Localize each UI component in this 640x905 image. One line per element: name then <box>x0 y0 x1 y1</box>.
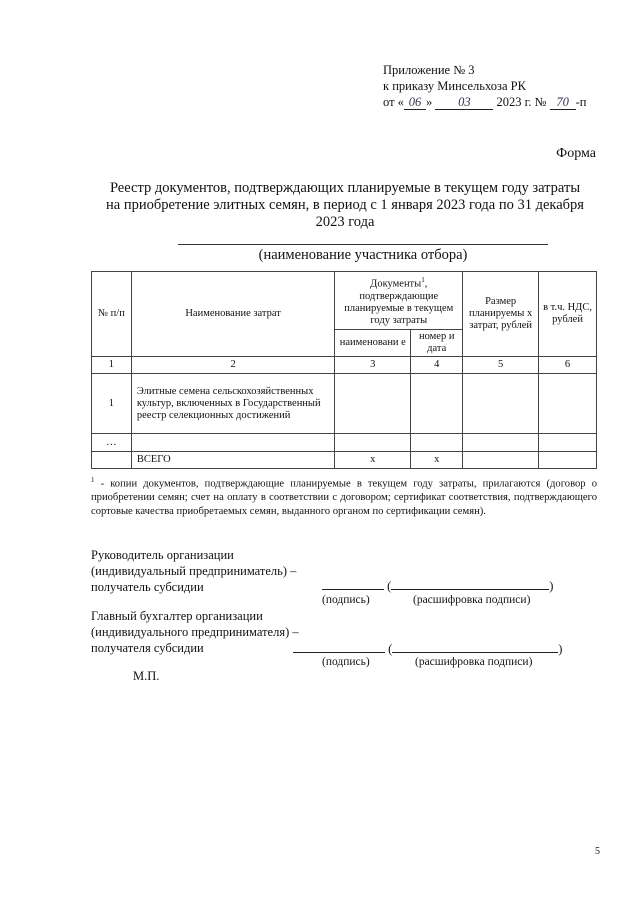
header-amount: Размер планируемы х затрат, рублей <box>463 272 539 357</box>
footnote-text: - копии документов, подтверждающие планируемые в текущем году затраты, прилагаются (договор о приобретении семян; счет на оплату в соответствии с договором; сертификат соответствия, подтверждающего сортовые качества приобретаемых семян, выданного органом по сертификации семян). <box>91 478 597 517</box>
head-signature-blank <box>322 576 384 590</box>
date-prefix: от « <box>383 95 404 109</box>
empty-cell <box>335 434 411 452</box>
open-paren: ( <box>388 642 393 656</box>
table-header-row <box>92 272 597 330</box>
head-label-line2: (индивидуальный предприниматель) – <box>91 564 297 578</box>
index-cell: 2 <box>131 357 334 374</box>
row-vat <box>539 374 597 434</box>
header-docs-footnote-mark: 1 <box>421 276 425 285</box>
acc-label-line2: (индивидуального предпринимателя) – <box>91 625 299 639</box>
table-ellipsis-row <box>92 434 597 452</box>
order-number-suffix: -п <box>575 95 587 109</box>
empty-cell <box>131 434 334 452</box>
date-day: 06 <box>404 96 426 110</box>
form-label: Форма <box>556 146 596 161</box>
row-name: Элитные семена сельскохозяйственных культур, включенных в Государственный реестр селекционных достижений <box>131 374 334 434</box>
acc-label-line3: получателя субсидии <box>91 641 204 655</box>
head-decoding-blank <box>391 576 549 590</box>
accountant-signature-label <box>91 608 299 656</box>
index-cell: 1 <box>92 357 132 374</box>
date-mid: » <box>425 95 433 109</box>
header-docs-name: наименовани е <box>335 330 411 357</box>
row-docs-number <box>411 374 463 434</box>
title-line2: на приобретение элитных семян, в период с 1 января 2023 года по 31 декабря <box>106 197 584 213</box>
empty-cell <box>463 434 539 452</box>
head-signature-caption: (подпись) <box>322 594 370 606</box>
empty-cell <box>539 434 597 452</box>
acc-signature-blank <box>293 639 385 653</box>
title-line1: Реестр документов, подтверждающих планируемые в текущем году затраты <box>109 180 581 196</box>
total-label: ВСЕГО <box>131 452 334 469</box>
header-docs-label: Документы <box>370 278 422 290</box>
head-signature-lines <box>322 576 553 594</box>
appendix-date-line <box>383 94 586 110</box>
acc-signature-caption: (подпись) <box>322 656 370 668</box>
head-label-line3: получатель субсидии <box>91 580 204 594</box>
header-name: Наименование затрат <box>131 272 334 357</box>
header-vat: в т.ч. НДС, рублей <box>539 272 597 357</box>
close-paren: ) <box>558 642 563 656</box>
order-number: 70 <box>550 96 576 110</box>
empty-cell <box>411 434 463 452</box>
empty-cell <box>92 452 132 469</box>
date-year: 2023 г. № <box>496 95 547 109</box>
close-paren: ) <box>549 579 554 593</box>
row-docs-name <box>335 374 411 434</box>
table-row <box>92 374 597 434</box>
index-cell: 6 <box>539 357 597 374</box>
index-cell: 4 <box>411 357 463 374</box>
date-month: 03 <box>435 96 493 110</box>
head-label-line1: Руководитель организации <box>91 548 234 562</box>
table-index-row <box>92 357 597 374</box>
header-docs <box>335 272 463 330</box>
document-title <box>70 180 620 231</box>
appendix-line1: Приложение № 3 <box>383 63 475 77</box>
header-num: № п/п <box>92 272 132 357</box>
register-table <box>91 271 597 469</box>
acc-decoding-caption: (расшифровка подписи) <box>415 656 533 668</box>
open-paren: ( <box>387 579 392 593</box>
appendix-line2: к приказу Минсельхоза РК <box>383 79 526 93</box>
empty-cell <box>539 452 597 469</box>
page-number: 5 <box>595 846 600 857</box>
header-docs-number: номер и дата <box>411 330 463 357</box>
footnote <box>91 474 597 518</box>
empty-cell <box>463 452 539 469</box>
row-num: 1 <box>92 374 132 434</box>
head-decoding-caption: (расшифровка подписи) <box>413 594 531 606</box>
participant-name-line <box>178 244 548 245</box>
stamp-place: М.П. <box>133 669 160 683</box>
header-docs-rest: , подтверждающие планируемые в текущем году затраты <box>344 278 454 326</box>
row-amount <box>463 374 539 434</box>
title-line3: 2023 года <box>315 214 375 230</box>
participant-caption: (наименование участника отбора) <box>258 247 468 263</box>
total-x4: x <box>411 452 463 469</box>
index-cell: 3 <box>335 357 411 374</box>
footnote-mark: 1 <box>91 476 95 484</box>
accountant-signature-lines <box>293 639 562 657</box>
acc-decoding-blank <box>392 639 558 653</box>
index-cell: 5 <box>463 357 539 374</box>
acc-label-line1: Главный бухгалтер организации <box>91 609 263 623</box>
ellipsis-cell: … <box>92 434 132 452</box>
table-total-row <box>92 452 597 469</box>
total-x3: x <box>335 452 411 469</box>
appendix-block <box>383 62 586 110</box>
head-signature-label <box>91 547 296 595</box>
